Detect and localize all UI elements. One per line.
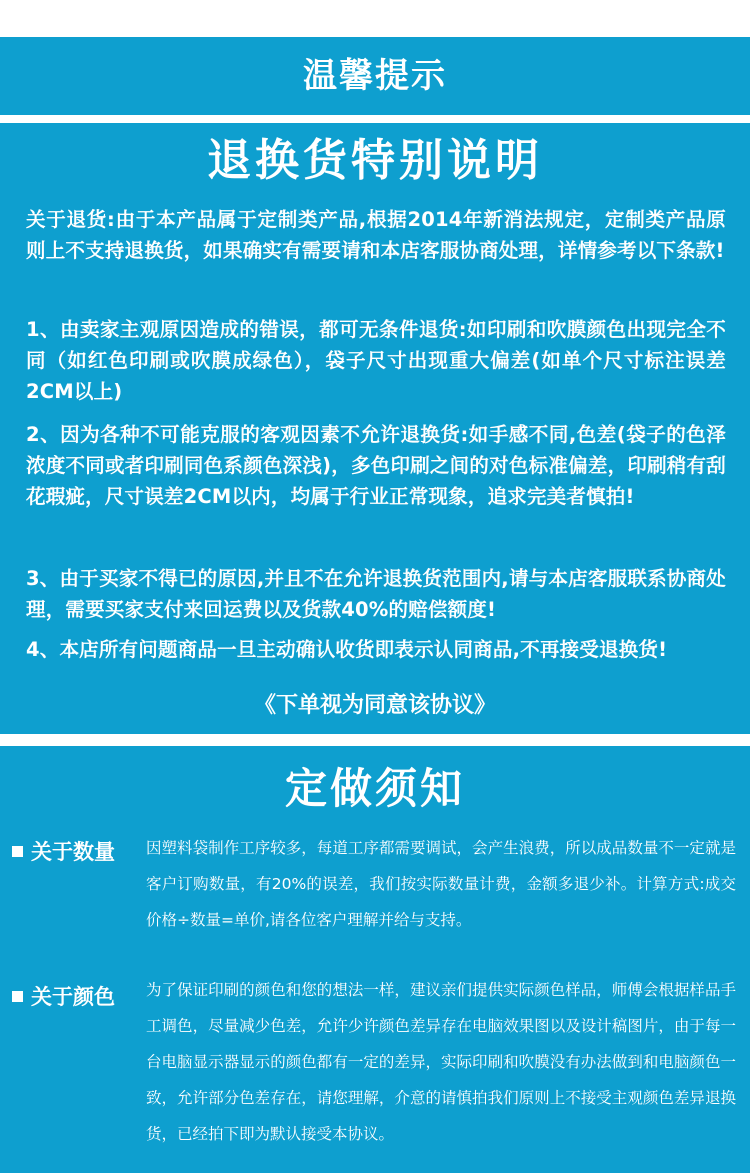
returns-item-4: 4、本店所有问题商品一旦主动确认收货即表示认同商品,不再接受退换货! bbox=[26, 638, 668, 661]
returns-title: 退换货特别说明 bbox=[207, 135, 543, 186]
tip-title: 温馨提示 bbox=[303, 56, 447, 96]
quantity-label-text: 关于数量 bbox=[31, 840, 115, 864]
returns-intro: 关于退货:由于本产品属于定制类产品,根据2014年新消法规定，定制类产品原则上不支持退换货，如果确实有需要请和本店客服协商处理，详情参考以下条款! bbox=[26, 208, 726, 262]
square-bullet-icon bbox=[12, 846, 23, 857]
quantity-label bbox=[12, 836, 137, 868]
color-label-text: 关于颜色 bbox=[31, 985, 115, 1009]
square-bullet-icon bbox=[12, 991, 23, 1002]
quantity-text: 因塑料袋制作工序较多，每道工序都需要调试，会产生浪费，所以成品数量不一定就是客户订购数量，有20%的误差，我们按实际数量计费，金额多退少补。计算方式:成交价格÷数量=单价,请各位客户理解并给与支持。 bbox=[146, 839, 736, 929]
agreement-note: 《下单视为同意该协议》 bbox=[253, 693, 496, 718]
custom-title: 定做须知 bbox=[284, 764, 465, 813]
returns-item-1: 1、由卖家主观原因造成的错误，都可无条件退货:如印刷和吹膜颜色出现完全不同（如红色印刷或吹膜成绿色），袋子尺寸出现重大偏差(如单个尺寸标注误差2CM以上) bbox=[26, 318, 726, 403]
returns-item-3: 3、由于买家不得已的原因,并且不在允许退换货范围内,请与本店客服联系协商处理，需要买家支付来回运费以及货款40%的赔偿额度! bbox=[26, 567, 726, 621]
returns-item-2: 2、因为各种不可能克服的客观因素不允许退换货:如手感不同,色差(袋子的色泽浓度不同或者印刷同色系颜色深浅)，多色印刷之间的对色标准偏差，印刷稍有刮花瑕疵，尺寸误差2CM以内，均属于行业正常现象，追求完美者慎拍! bbox=[26, 423, 726, 508]
color-text: 为了保证印刷的颜色和您的想法一样，建议亲们提供实际颜色样品，师傅会根据样品手工调色，尽量减少色差，允许少许颜色差异存在电脑效果图以及设计稿图片，由于每一台电脑显示器显示的颜色都有一定的差异，实际印刷和吹膜没有办法做到和电脑颜色一致，允许部分色差存在，请您理解，介意的请慎拍我们原则上不接受主观颜色差异退换货，已经拍下即为默认接受本协议。 bbox=[146, 981, 736, 1143]
color-label bbox=[12, 981, 137, 1013]
